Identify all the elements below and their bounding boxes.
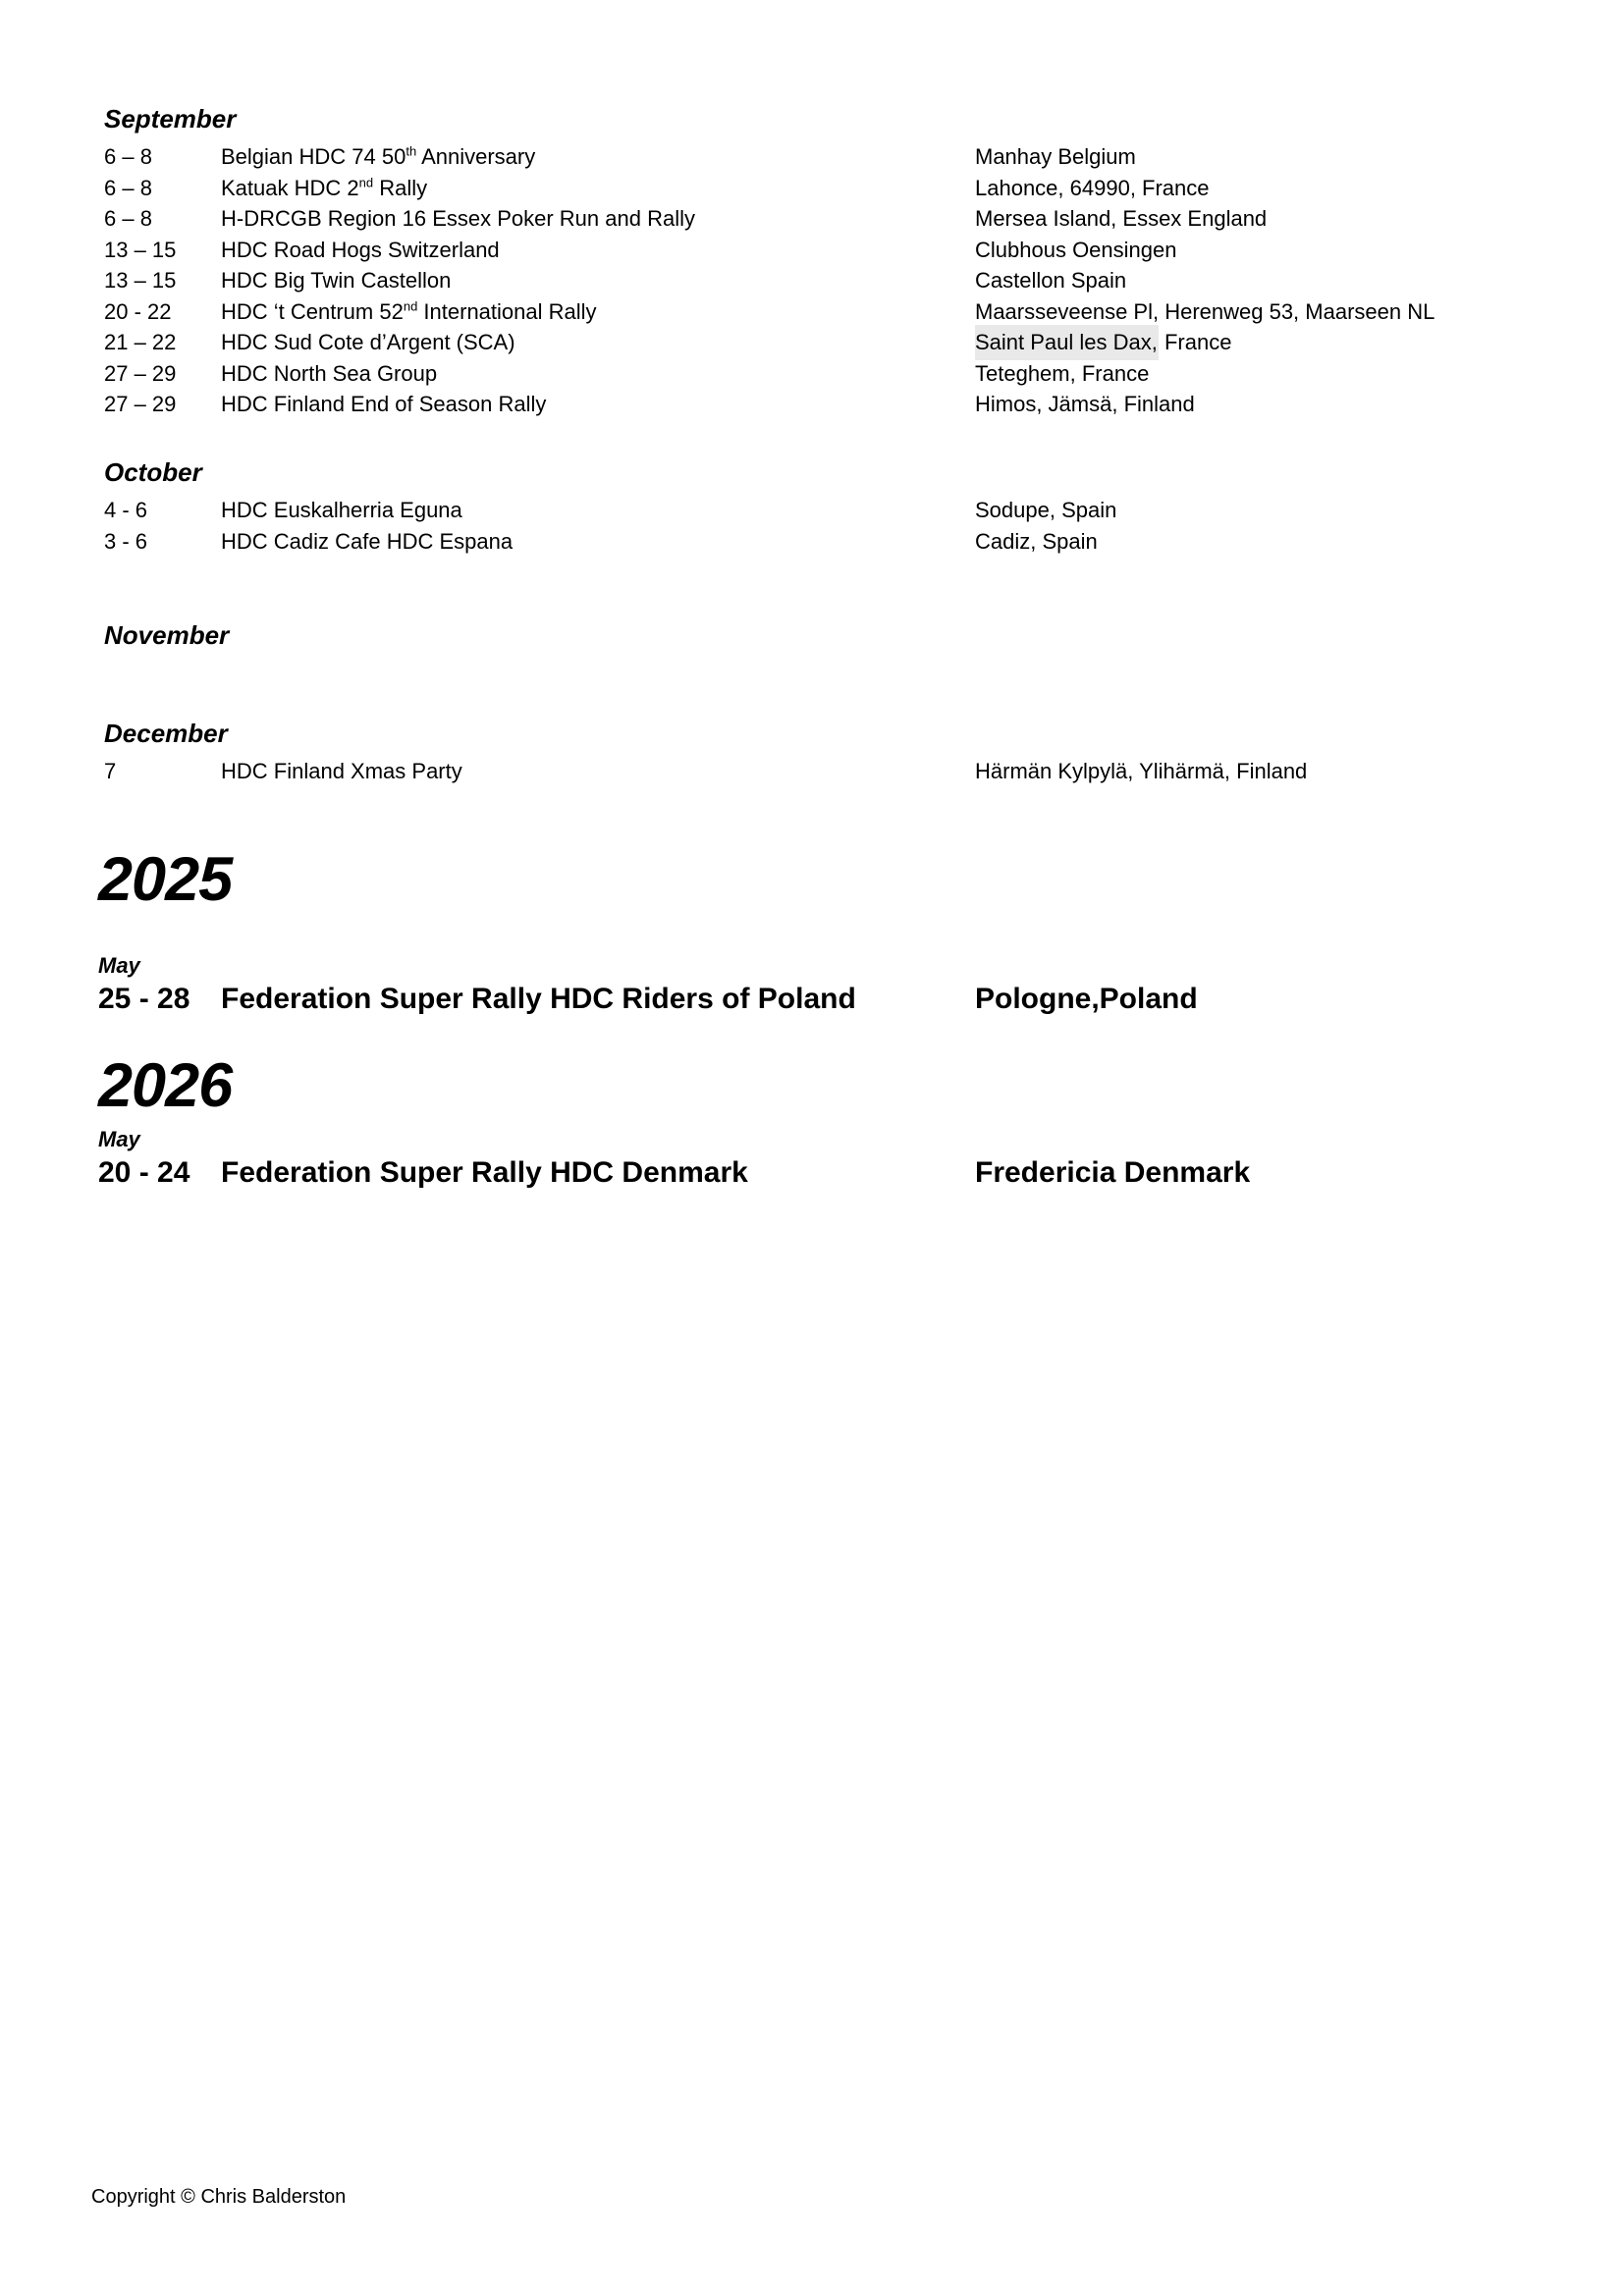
october-events (104, 495, 1624, 557)
event-location-text: Clubhous Oensingen (975, 237, 1177, 262)
copyright-notice: Copyright © Chris Balderston (91, 2186, 347, 2208)
year-month-heading-may-2025: May (98, 953, 140, 978)
event-dates: 6 – 8 (104, 206, 152, 231)
event-name (221, 389, 975, 420)
event-row (104, 173, 1624, 204)
event-location (975, 389, 1624, 420)
event-name-text: Rally (373, 175, 428, 200)
event-location-text: Teteghem, France (975, 360, 1150, 386)
event-name-superscript: nd (403, 298, 418, 314)
event-name-text: HDC Sud Cote d’Argent (SCA) (221, 330, 515, 354)
event-name-text: Katuak HDC 2 (221, 175, 359, 200)
event-name-superscript: nd (358, 175, 374, 190)
event-name-text: Anniversary (416, 144, 536, 169)
month-heading-december: December (104, 719, 228, 748)
event-name (221, 358, 975, 390)
year-month-heading-may-2026: May (98, 1127, 140, 1151)
event-location-highlighted: Saint Paul les Dax, (975, 325, 1159, 360)
event-row (104, 756, 1624, 787)
event-location (975, 141, 1624, 173)
event-location: Fredericia Denmark (975, 1156, 1251, 1189)
event-row (104, 389, 1624, 420)
section-october (0, 457, 1624, 557)
month-heading-september: September (104, 104, 237, 133)
event-dates: 13 – 15 (104, 237, 177, 262)
event-name: Federation Super Rally HDC Riders of Poland (221, 983, 856, 1015)
event-name (221, 756, 975, 787)
event-row (104, 526, 1624, 558)
event-name-text: HDC Euskalherria Eguna (221, 498, 462, 522)
december-events (104, 756, 1624, 787)
event-dates: 20 - 24 (98, 1156, 190, 1189)
event-dates: 21 – 22 (104, 330, 177, 354)
event-location-text: Mersea Island, Essex England (975, 206, 1268, 231)
event-row (104, 141, 1624, 173)
event-name-text: HDC Finland End of Season Rally (221, 392, 547, 416)
event-name-text: HDC North Sea Group (221, 360, 438, 386)
event-dates: 3 - 6 (104, 528, 148, 554)
event-name: Federation Super Rally HDC Denmark (221, 1156, 748, 1189)
event-dates: 25 - 28 (98, 983, 190, 1015)
event-name (221, 526, 975, 558)
event-row (104, 358, 1624, 390)
event-location (975, 327, 1624, 358)
event-name-text: Belgian HDC 74 50 (221, 144, 406, 169)
event-name-text: HDC Finland Xmas Party (221, 759, 462, 783)
event-dates: 7 (104, 759, 117, 783)
section-september (0, 104, 1624, 420)
event-row (104, 296, 1624, 328)
event-row (104, 235, 1624, 266)
event-row (98, 1156, 1624, 1190)
section-2025 (0, 845, 1624, 1016)
event-location (975, 265, 1624, 296)
event-row (104, 327, 1624, 358)
year-heading-2025: 2025 (98, 845, 233, 914)
event-row (104, 203, 1624, 235)
event-name-text: HDC ‘t Centrum 52 (221, 298, 404, 324)
event-dates: 27 – 29 (104, 360, 177, 386)
september-events (104, 141, 1624, 420)
event-location-text: Castellon Spain (975, 268, 1127, 293)
event-name (221, 235, 975, 266)
event-location-text: Himos, Jämsä, Finland (975, 392, 1195, 416)
event-name-superscript: th (406, 143, 417, 159)
event-location (975, 173, 1624, 204)
event-dates: 4 - 6 (104, 498, 148, 522)
event-dates: 27 – 29 (104, 392, 177, 416)
event-location-text: Cadiz, Spain (975, 528, 1098, 554)
event-name (221, 203, 975, 235)
event-location-text: France (1158, 330, 1232, 354)
month-heading-october: October (104, 457, 202, 487)
section-november (0, 620, 1624, 658)
event-dates: 13 – 15 (104, 268, 177, 293)
event-location-text: Sodupe, Spain (975, 498, 1117, 522)
year-heading-2026: 2026 (98, 1051, 233, 1120)
section-2026 (0, 1051, 1624, 1190)
event-dates: 6 – 8 (104, 175, 152, 200)
event-name (221, 327, 975, 358)
event-location (975, 296, 1624, 328)
event-location (975, 358, 1624, 390)
event-name-text: HDC Road Hogs Switzerland (221, 237, 500, 262)
event-row (98, 983, 1624, 1016)
event-location: Pologne,Poland (975, 983, 1198, 1015)
event-name-text: HDC Big Twin Castellon (221, 268, 452, 293)
event-location-text: Maarsseveense Pl, Herenweg 53, Maarseen NL (975, 298, 1435, 324)
event-row (104, 265, 1624, 296)
event-location (975, 756, 1624, 787)
month-heading-november: November (104, 620, 230, 650)
event-name-text: International Rally (417, 298, 597, 324)
event-location (975, 526, 1624, 558)
event-name (221, 173, 975, 204)
event-dates: 20 - 22 (104, 298, 172, 324)
event-name-text: H-DRCGB Region 16 Essex Poker Run and Rally (221, 206, 695, 231)
event-name (221, 296, 975, 328)
event-name (221, 265, 975, 296)
event-location (975, 203, 1624, 235)
event-location (975, 235, 1624, 266)
event-dates: 6 – 8 (104, 144, 152, 169)
event-name (221, 495, 975, 526)
event-location (975, 495, 1624, 526)
event-location-text: Manhay Belgium (975, 144, 1136, 169)
section-december (0, 719, 1624, 787)
event-name (221, 141, 975, 173)
event-row (104, 495, 1624, 526)
event-location-text: Lahonce, 64990, France (975, 175, 1210, 200)
event-name-text: HDC Cadiz Cafe HDC Espana (221, 528, 514, 554)
event-location-text: Härmän Kylpylä, Ylihärmä, Finland (975, 759, 1308, 783)
